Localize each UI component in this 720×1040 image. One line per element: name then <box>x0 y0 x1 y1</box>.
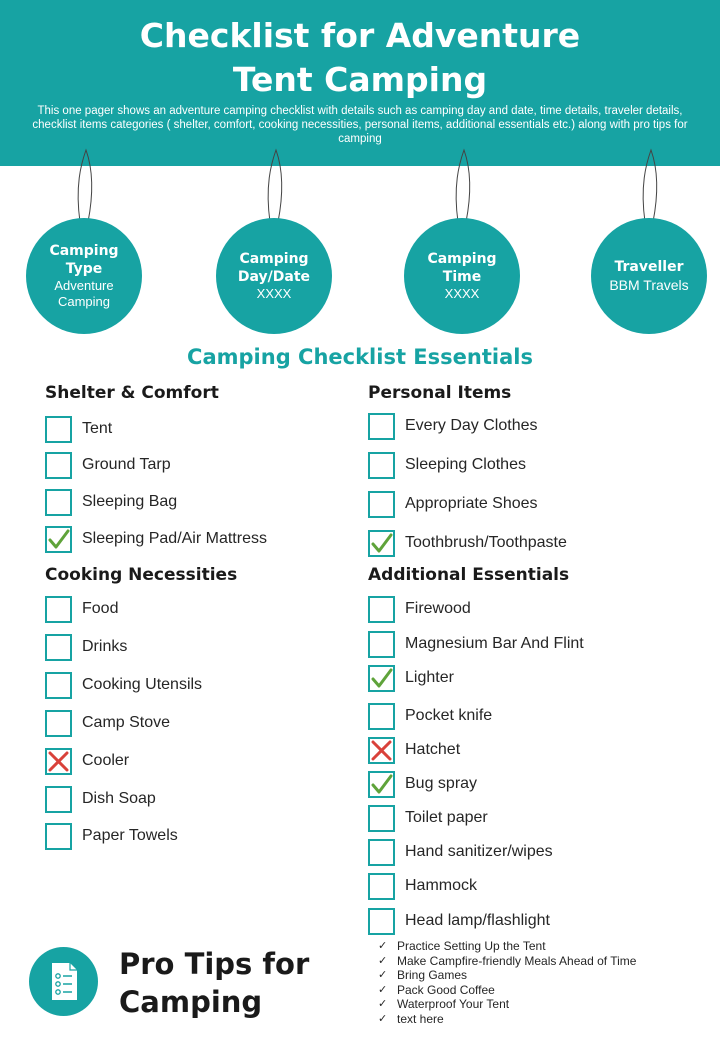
checkbox[interactable] <box>45 634 72 661</box>
pro-tips-list <box>378 939 708 1026</box>
checklist-item-cooking[interactable] <box>45 596 118 622</box>
checklist-item-additional[interactable] <box>368 873 477 899</box>
checklist-item-label: Sleeping Pad/Air Mattress <box>82 530 267 547</box>
checklist-item-label: Head lamp/flashlight <box>405 912 550 929</box>
checkbox[interactable] <box>45 489 72 516</box>
checklist-item-additional[interactable] <box>368 805 488 831</box>
pro-tip-item <box>378 983 708 998</box>
checklist-item-additional[interactable] <box>368 771 477 797</box>
checkbox[interactable] <box>368 631 395 658</box>
checklist-item-cooking[interactable] <box>45 748 129 774</box>
pro-tip-text: Practice Setting Up the Tent <box>397 939 546 953</box>
tick-icon: ✓ <box>378 954 388 967</box>
string-icon <box>215 146 333 226</box>
title-line-1: Checklist for Adventure <box>139 16 581 55</box>
tag-title: Camping Type <box>49 243 119 277</box>
tag-camping-type <box>25 146 143 336</box>
string-icon <box>25 146 143 226</box>
checklist-item-label: Pocket knife <box>405 707 493 724</box>
checkbox-crossed[interactable] <box>368 737 395 764</box>
checklist-item-label: Hatchet <box>405 741 461 758</box>
checklist-item-additional[interactable] <box>368 596 471 622</box>
checklist-item-label: Appropriate Shoes <box>405 495 538 512</box>
checkbox[interactable] <box>45 710 72 737</box>
checkmark-icon <box>370 532 393 555</box>
checkbox[interactable] <box>45 823 72 850</box>
checkbox-checked[interactable] <box>368 530 395 557</box>
tag-circle <box>591 218 707 334</box>
section-heading-shelter: Shelter & Comfort <box>45 383 219 403</box>
tag-title: Camping Time <box>427 251 497 285</box>
tick-icon: ✓ <box>378 998 388 1010</box>
checkbox[interactable] <box>368 413 395 440</box>
pro-tip-text: text here <box>397 1011 444 1026</box>
checklist-item-label: Drinks <box>82 638 128 655</box>
checklist-item-label: Sleeping Clothes <box>405 456 526 473</box>
pro-tip-item <box>378 939 708 954</box>
checklist-item-label: Paper Towels <box>82 827 178 844</box>
checklist-item-label: Hammock <box>405 877 478 894</box>
checkbox[interactable] <box>368 703 395 730</box>
pro-tip-text: Waterproof Your Tent <box>397 997 510 1011</box>
checkbox-crossed[interactable] <box>45 748 72 775</box>
checkbox[interactable] <box>45 672 72 699</box>
pro-tips-title-line-2: Camping <box>119 985 263 1019</box>
tag-circle <box>26 218 142 334</box>
checklist-item-additional[interactable] <box>368 737 460 763</box>
cross-icon <box>47 750 70 773</box>
checklist-item-shelter[interactable] <box>45 526 267 552</box>
checkbox[interactable] <box>368 908 395 935</box>
checklist-item-additional[interactable] <box>368 703 492 729</box>
checklist-item-label: Hand sanitizer/wipes <box>405 843 553 860</box>
checklist-item-personal[interactable] <box>368 413 538 439</box>
pro-tip-text: Make Campfire-friendly Meals Ahead of Time <box>397 953 637 968</box>
checklist-item-additional[interactable] <box>368 631 584 657</box>
checklist-item-label: Camp Stove <box>82 714 171 731</box>
checklist-item-shelter[interactable] <box>45 416 112 442</box>
checklist-item-additional[interactable] <box>368 665 454 691</box>
checkmark-icon <box>370 773 393 796</box>
checkbox[interactable] <box>45 786 72 813</box>
tick-icon: ✓ <box>378 983 388 996</box>
cross-icon <box>370 739 393 762</box>
tag-camping-day-date <box>215 146 333 336</box>
pro-tip-item <box>378 1012 708 1027</box>
checklist-item-label: Toothbrush/Toothpaste <box>405 534 567 551</box>
checkbox[interactable] <box>368 491 395 518</box>
checkbox[interactable] <box>368 452 395 479</box>
tag-circle <box>404 218 520 334</box>
checkmark-icon <box>47 528 70 551</box>
checklist-item-label: Every Day Clothes <box>405 417 538 434</box>
checklist-item-personal[interactable] <box>368 491 538 517</box>
header-banner <box>0 0 720 166</box>
checklist-item-shelter[interactable] <box>45 489 177 515</box>
checkbox-checked[interactable] <box>45 526 72 553</box>
tick-icon: ✓ <box>378 940 388 952</box>
tag-title: Traveller <box>614 259 684 275</box>
checklist-item-label: Dish Soap <box>82 790 156 807</box>
checklist-item-label: Tent <box>82 420 113 437</box>
checkbox[interactable] <box>368 873 395 900</box>
checklist-item-label: Sleeping Bag <box>82 493 178 510</box>
checklist-item-additional[interactable] <box>368 908 550 934</box>
checklist-item-label: Lighter <box>405 669 454 686</box>
section-heading-personal: Personal Items <box>368 383 512 403</box>
checklist-item-cooking[interactable] <box>45 634 127 660</box>
pro-tip-item <box>378 954 708 969</box>
tick-icon: ✓ <box>378 969 388 981</box>
section-heading-cooking: Cooking Necessities <box>45 565 238 585</box>
tag-value: XXXX <box>444 286 480 301</box>
tag-value: XXXX <box>256 286 292 301</box>
checkbox[interactable] <box>45 452 72 479</box>
title-line-2: Tent Camping <box>232 60 488 99</box>
pro-tips-title <box>119 945 339 1021</box>
checkbox-checked[interactable] <box>368 665 395 692</box>
tick-icon: ✓ <box>378 1012 388 1025</box>
section-heading-additional: Additional Essentials <box>368 565 570 585</box>
checklist-item-personal[interactable] <box>368 452 526 478</box>
tag-value: Adventure Camping <box>54 278 114 309</box>
checklist-item-label: Firewood <box>405 600 471 617</box>
page-title <box>60 14 660 102</box>
checklist-item-label: Cooking Utensils <box>82 676 203 693</box>
checklist-item-label: Ground Tarp <box>82 456 171 473</box>
tag-circle <box>216 218 332 334</box>
checklist-item-label: Bug spray <box>405 775 478 792</box>
string-icon <box>590 146 708 226</box>
tag-camping-time <box>403 146 521 336</box>
string-icon <box>403 146 521 226</box>
checklist-item-label: Food <box>82 600 119 617</box>
essentials-heading: Camping Checklist Essentials <box>187 345 533 369</box>
checklist-item-cooking[interactable] <box>45 786 156 812</box>
pro-tip-text: Bring Games <box>397 968 468 982</box>
checklist-document-icon <box>29 947 98 1016</box>
checkbox[interactable] <box>368 805 395 832</box>
checkmark-icon <box>370 667 393 690</box>
checklist-item-personal[interactable] <box>368 530 567 556</box>
checklist-item-label: Cooler <box>82 752 130 769</box>
page-description: This one pager shows an adventure camping checklist with details such as camping day and date, time details, traveler details, checklist items categories ( shelter, comfort, cooking necessities, personal items, additional essentials etc.) along with pro tips for camping <box>32 105 688 145</box>
tag-value: BBM Travels <box>609 277 689 293</box>
pro-tip-text: Pack Good Coffee <box>397 982 495 997</box>
checkbox[interactable] <box>368 839 395 866</box>
checkbox[interactable] <box>45 596 72 623</box>
checklist-item-cooking[interactable] <box>45 710 170 736</box>
tag-title: Camping Day/Date <box>237 251 311 285</box>
pro-tip-item <box>378 997 708 1012</box>
checkbox-checked[interactable] <box>368 771 395 798</box>
checkbox[interactable] <box>45 416 72 443</box>
checklist-item-label: Toilet paper <box>405 809 488 826</box>
checkbox[interactable] <box>368 596 395 623</box>
pro-tips-title-line-1: Pro Tips for <box>119 947 310 981</box>
checklist-item-label: Magnesium Bar And Flint <box>405 635 584 652</box>
checklist-item-additional[interactable] <box>368 839 553 865</box>
checklist-item-cooking[interactable] <box>45 823 178 849</box>
checklist-item-shelter[interactable] <box>45 452 171 478</box>
tag-traveller <box>590 146 708 336</box>
pro-tip-item <box>378 968 708 983</box>
checklist-item-cooking[interactable] <box>45 672 202 698</box>
